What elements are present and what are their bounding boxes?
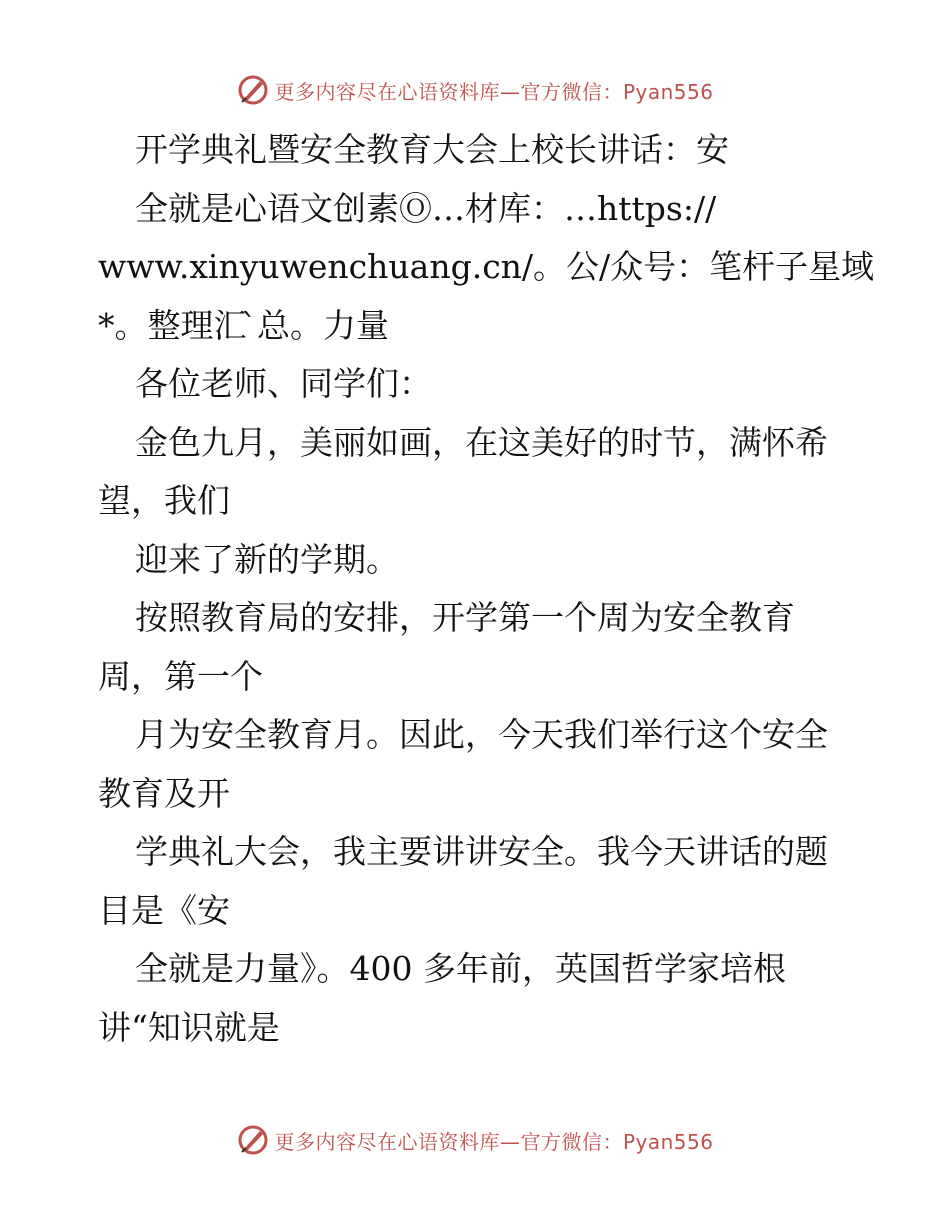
paragraph-line: 周，第一个 — [98, 656, 263, 696]
paragraph-line: 迎来了新的学期。 — [135, 539, 399, 579]
paragraph-line: 学典礼大会，我主要讲讲安全。我今天讲话的题 — [135, 832, 828, 871]
footer-watermark-group — [236, 1123, 713, 1157]
quill-logo-icon — [236, 1123, 270, 1157]
document-body — [98, 121, 875, 1057]
paragraph-line: 月为安全教育月。因此，今天我们举行这个安全 — [135, 715, 828, 754]
header-watermark-group — [236, 73, 713, 107]
paragraph-line: 望，我们 — [98, 481, 230, 520]
footer-watermark — [0, 1120, 950, 1160]
paragraph-line: 全就是心语文创素Ⓞ…材库：…https:// — [135, 188, 717, 228]
paragraph-line: 各位老师、同学们： — [135, 364, 432, 403]
paragraph-line: 金色九月，美丽如画，在这美好的时节，满怀希 — [135, 422, 828, 462]
header-watermark — [0, 70, 950, 110]
header-watermark-text: 更多内容尽在心语资料库—官方微信：Pyan556 — [274, 79, 714, 104]
paragraph-line: 按照教育局的安排，开学第一个周为安全教育 — [135, 598, 795, 637]
paragraph-line: 全就是力量》。400 多年前，英国哲学家培根 — [135, 949, 786, 988]
paragraph-line: 开学典礼暨安全教育大会上校长讲话：安 — [135, 130, 729, 169]
quill-logo-icon — [236, 73, 270, 107]
paragraph-line: www.xinyuwenchuang.cn/。公/众号：笔杆子星域 — [98, 247, 875, 286]
paragraph-line: 讲“知识就是 — [98, 1007, 280, 1047]
footer-watermark-text: 更多内容尽在心语资料库—官方微信：Pyan556 — [274, 1129, 714, 1154]
paragraph-line: 目是《安 — [98, 890, 230, 930]
paragraph-line: 教育及开 — [98, 773, 230, 813]
paragraph-line: *。整理汇 ̀总。力量 — [98, 305, 389, 345]
